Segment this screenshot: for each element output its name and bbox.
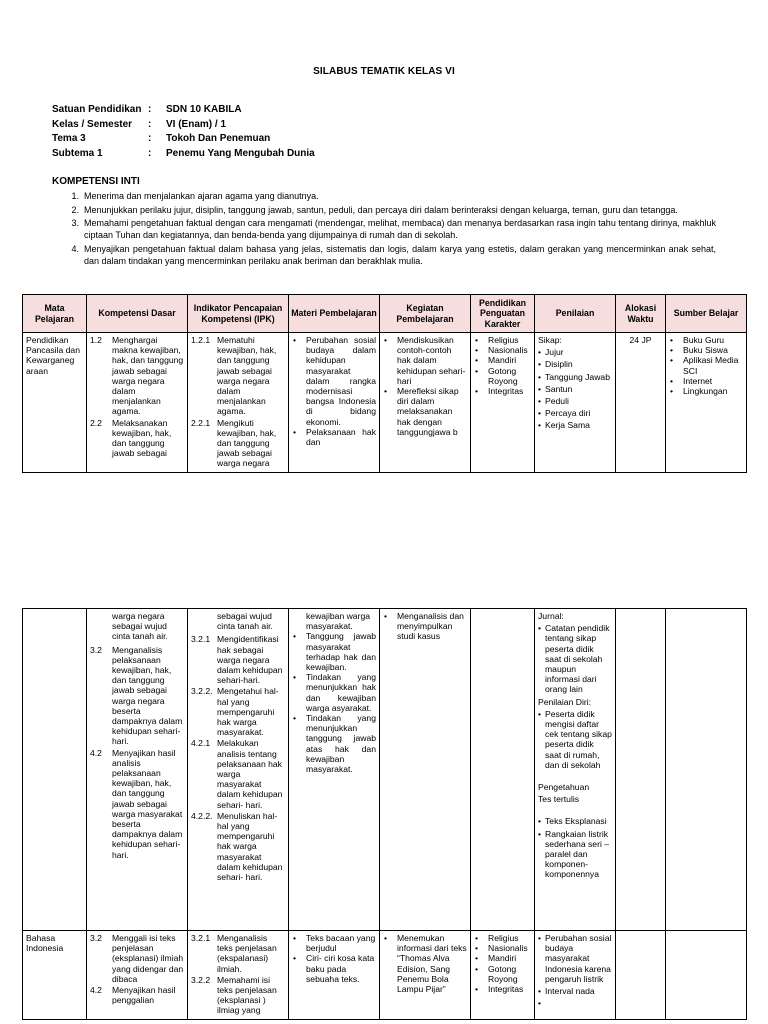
cell-kegiatan (380, 931, 471, 1020)
penilaian-item: • Rangkaian listrik sederhana seri – paralel dan komponen-komponennya (538, 829, 612, 880)
kd-text: Menggali isi teks penjelasan (eksplanasi) ilmiah yang didengar dan dibaca (112, 933, 184, 984)
identity-value: Tokoh Dan Penemuan (166, 133, 271, 144)
header-mata-pelajaran: Mata Pelajaran (23, 295, 87, 333)
cell-materi (289, 931, 380, 1020)
penilaian-jurnal-list (538, 623, 612, 694)
table-row (23, 931, 747, 1020)
kd-text: Melaksanakan kewajiban, hak, dan tanggung jawab sebagai (112, 417, 172, 459)
ipk-item (191, 811, 285, 882)
penilaian-jurnal-title: Jurnal: (538, 611, 564, 621)
ipk-item (191, 634, 285, 685)
materi-item: • Ciri- ciri kosa kata baku pada sebuaha teks. (292, 953, 376, 984)
spacer (538, 806, 612, 816)
header-penilaian: Penilaian (535, 295, 616, 333)
cell-mapel: Bahasa Indonesia (23, 931, 87, 1020)
materi-item: • Teks bacaan yang berjudul (292, 933, 376, 953)
identity-colon: : (148, 133, 152, 144)
sumber-item: • Lingkungan (669, 386, 743, 396)
karakter-item: • Mandiri (474, 355, 531, 365)
kd-number: 3.2 (90, 933, 102, 943)
kd-text: Menyajikan hasil analisis pelaksanaan kewajiban, hak, dan tanggung jawab sebagai warga masyarakat beserta dampaknya dalam kehidupan sehari-hari. (112, 747, 183, 860)
identity-value: SDN 10 KABILA (166, 104, 242, 115)
kd-number: 3.2 (90, 644, 102, 655)
table-header-row (23, 295, 747, 333)
cell-kegiatan (380, 333, 471, 473)
ki-item (52, 243, 716, 267)
ipk-text: Mengetahui hal-hal yang mempengaruhi hak warga masyarakat. (217, 686, 279, 738)
penilaian-item: • Catatan pendidik tentang sikap peserta didik saat di sekolah maupun informasi dari orang lain (538, 623, 612, 694)
cell-mapel (23, 609, 87, 931)
header-ipk: Indikator Pencapaian Kompetensi (IPK) (188, 295, 289, 333)
kd-list (90, 335, 184, 458)
ipk-number: 3.2.1 (191, 634, 211, 645)
header-alokasi: Alokasi Waktu (616, 295, 666, 333)
cell-alokasi: 24 JP (616, 333, 666, 473)
kd-item (90, 418, 184, 459)
materi-item: • Pelaksanaan hak dan (292, 427, 376, 447)
kd-number: 1.2 (90, 335, 102, 345)
penilaian-item: • Teks Eksplanasi (538, 816, 612, 826)
cell-karakter (471, 333, 535, 473)
karakter-item: • Mandiri (474, 953, 531, 963)
penilaian-sikap-title: Sikap: (538, 335, 562, 345)
ipk-text: Mengikuti kewajiban, hak, dan tanggung jawab sebagai warga negara (217, 417, 277, 469)
penilaian-pengetahuan-title: Pengetahuan (538, 782, 590, 793)
ipk-continuation: sebagai wujud cinta tanah air. (217, 611, 273, 632)
penilaian-tes-title: Tes tertulis (538, 794, 580, 805)
identity-label: Tema 3 (52, 133, 86, 144)
identity-label: Satuan Pendidikan (52, 104, 142, 115)
cell-ipk (188, 931, 289, 1020)
ki-number: 3. (71, 218, 79, 228)
cell-sumber (666, 931, 747, 1020)
sumber-item: • Buku Siswa (669, 345, 743, 355)
ipk-item (191, 418, 285, 469)
kegiatan-list (383, 335, 467, 437)
materi-list (292, 933, 376, 984)
cell-kd (87, 333, 188, 473)
cell-mapel: Pendidikan Pancasila dan Kewarganeg araan (23, 333, 87, 473)
ipk-list (191, 933, 285, 1016)
ipk-item (191, 933, 285, 974)
syllabus-table-page-2 (22, 608, 747, 1020)
cell-ipk (188, 333, 289, 473)
kd-item (90, 335, 184, 417)
identity-row-subtema (52, 148, 315, 163)
ipk-item (191, 686, 285, 737)
ipk-number: 4.2.2. (191, 810, 213, 821)
sumber-item: • Internet (669, 376, 743, 386)
cell-alokasi (616, 931, 666, 1020)
materi-item: • Tindakan yang menunjukkan tanggung jawab atas hak dan kewajiban masyarakat. (292, 713, 376, 774)
penilaian-list (538, 933, 612, 1008)
identity-colon: : (148, 118, 152, 130)
kegiatan-item: • Mendiskusikan contoh-contoh hak dalam kehidupan sehari-hari (383, 335, 467, 386)
karakter-list (474, 933, 531, 994)
ipk-list (191, 634, 285, 882)
header-karakter: Pendidikan Penguatan Karakter (471, 295, 535, 333)
cell-kegiatan (380, 609, 471, 931)
cell-materi (289, 609, 380, 931)
karakter-item: • Integritas (474, 386, 531, 396)
ipk-text: Mengidentifikasi hak sebagai warga negara dalam kehidupan sehari-hari. (217, 634, 283, 686)
karakter-item: • Religius (474, 335, 531, 345)
materi-list (292, 335, 376, 447)
cell-materi (289, 333, 380, 473)
sumber-item: • Buku Guru (669, 335, 743, 345)
document-title: SILABUS TEMATIK KELAS VI (313, 66, 455, 77)
identity-label: Kelas / Semester (52, 118, 133, 130)
kd-item (90, 985, 184, 1005)
kd-number: 4.2 (90, 747, 102, 758)
penilaian-diri-title: Penilaian Diri: (538, 696, 592, 707)
header-materi: Materi Pembelajaran (289, 295, 380, 333)
cell-sumber (666, 609, 747, 931)
kd-continuation: warga negara sebagai wujud cinta tanah air. (112, 611, 168, 642)
identity-block (52, 104, 315, 162)
ipk-text: Mematuhi kewajiban, hak, dan tanggung jawab sebagai warga negara dalam menjalankan agama. (217, 335, 277, 417)
identity-row-kelas (52, 119, 315, 134)
ki-item (52, 217, 716, 241)
ipk-number: 3.2.1 (191, 933, 211, 943)
ki-number: 4. (71, 243, 79, 254)
kd-list (90, 933, 184, 1005)
header-sumber: Sumber Belajar (666, 295, 747, 333)
penilaian-item: • Kerja Sama (538, 420, 612, 430)
penilaian-item (538, 998, 612, 1008)
cell-kd (87, 609, 188, 931)
penilaian-item: • Perubahan sosial budaya masyarakat Indonesia karena pengaruh listrik (538, 933, 612, 984)
materi-list (292, 631, 376, 774)
ki-heading: KOMPETENSI INTI (52, 176, 140, 187)
header-kegiatan: Kegiatan Pembelajaran (380, 295, 471, 333)
cell-penilaian (535, 333, 616, 473)
ki-text: Memahami pengetahuan faktual dengan cara mengamati (mendengar, melihat, membaca) dan menanya berdasarkan rasa ingin tahu tentang dirinya, makhluk ciptaan Tuhan dan kegiatannya, dan benda-benda yang dijumpainya di rumah dan di sekolah. (84, 218, 716, 240)
identity-colon: : (148, 147, 152, 159)
kd-item (90, 933, 184, 984)
karakter-item: • Nasionalis (474, 943, 531, 953)
materi-item: • Tanggung jawab masyarakat terhadap hak dan kewajiban. (292, 631, 376, 672)
kd-text: Menyajikan hasil penggalian (112, 985, 176, 1006)
karakter-list (474, 335, 531, 396)
cell-sumber (666, 333, 747, 473)
identity-value: VI (Enam) / 1 (166, 118, 227, 130)
kegiatan-item: • Merefleksi sikap diri dalam melaksanakan hak dengan tanggungjawa b (383, 386, 467, 437)
cell-karakter (471, 931, 535, 1020)
ipk-number: 1.2.1 (191, 335, 211, 345)
kd-text: Menghargai makna kewajiban, hak, dan tanggung jawab sebagai warga negara dalam menjalankan agama. (112, 335, 184, 417)
sumber-list (669, 335, 743, 396)
kegiatan-list (383, 611, 467, 642)
ipk-text: Memahami isi teks penjelasan (eksplanasi ) ilmiag yang (217, 974, 277, 1016)
kd-text: Menganalisis pelaksanaan kewajiban, hak, dan tanggung jawab sebagai warga negara beserta dampaknya dalam kehidupan sehari-hari. (112, 644, 183, 747)
penilaian-item: • Percaya diri (538, 408, 612, 418)
ipk-text: Melakukan analisis tentang pelaksanaan hak warga masyarakat dalam kehidupan sehari- hari. (217, 738, 283, 810)
identity-colon: : (148, 104, 152, 115)
header-kompetensi-dasar: Kompetensi Dasar (87, 295, 188, 333)
syllabus-table-page-1 (22, 294, 747, 473)
penilaian-item: • Santun (538, 384, 612, 394)
kd-list (90, 645, 184, 860)
identity-row-tema (52, 133, 315, 148)
kd-number: 2.2 (90, 417, 102, 428)
penilaian-tes-list (538, 816, 612, 879)
penilaian-item: • Tanggung Jawab (538, 372, 612, 382)
ki-list (52, 190, 716, 268)
identity-row-satuan (52, 104, 315, 119)
ipk-number: 3.2.2. (191, 686, 213, 697)
karakter-item: • Religius (474, 933, 531, 943)
penilaian-list (538, 347, 612, 430)
table-row (23, 609, 747, 931)
identity-value: Penemu Yang Mengubah Dunia (166, 147, 315, 159)
cell-penilaian (535, 609, 616, 931)
kd-item (90, 748, 184, 860)
ki-number: 1. (71, 191, 79, 201)
materi-continuation: kewajiban warga masyarakat. (306, 611, 371, 632)
cell-ipk (188, 609, 289, 931)
penilaian-item: • Peserta didik mengisi daftar cek tentang sikap peserta didik saat di rumah, dan di sekolah (538, 709, 612, 770)
cell-penilaian (535, 931, 616, 1020)
materi-item: • Perubahan sosial budaya dalam kehidupan masyarakat dalam rangka modernisasi bangsa Indonesia di bidang ekonomi. (292, 335, 376, 427)
penilaian-diri-list (538, 709, 612, 770)
karakter-item: • Gotong Royong (474, 964, 531, 984)
ki-item (52, 204, 716, 216)
penilaian-item: • Interval nada (538, 986, 612, 996)
spacer (538, 772, 612, 782)
materi-item: • Tindakan yang menunjukkan hak dan kewajiban warga asyarakat. (292, 672, 376, 713)
ipk-number: 3.2.2 (191, 974, 211, 985)
ipk-item (191, 975, 285, 1016)
kd-item (90, 645, 184, 747)
penilaian-item: • Disiplin (538, 359, 612, 369)
kd-number: 4.2 (90, 985, 102, 996)
ipk-number: 4.2.1 (191, 738, 211, 749)
ipk-text: Menganalisis teks penjelasan (ekspalanasi) ilmiah. (217, 933, 277, 974)
sumber-item: • Aplikasi Media SCI (669, 355, 743, 375)
kegiatan-list (383, 933, 467, 994)
penilaian-item: • Jujur (538, 347, 612, 357)
cell-alokasi (616, 609, 666, 931)
identity-label: Subtema 1 (52, 147, 103, 159)
ki-text: Menerima dan menjalankan ajaran agama yang dianutnya. (84, 191, 319, 201)
cell-karakter (471, 609, 535, 931)
ki-text: Menunjukkan perilaku jujur, disiplin, tanggung jawab, santun, peduli, dan percaya diri dalam berinteraksi dengan keluarga, teman, guru dan tetangga. (84, 204, 678, 215)
karakter-item: • Gotong Royong (474, 366, 531, 386)
ipk-item (191, 738, 285, 809)
ipk-item (191, 335, 285, 417)
penilaian-item: • Peduli (538, 396, 612, 406)
kegiatan-item: • Menganalisis dan menyimpulkan studi kasus (383, 611, 467, 642)
karakter-item: • Integritas (474, 984, 531, 994)
ki-text: Menyajikan pengetahuan faktual dalam bahasa yang jelas, sistematis dan logis, dalam karya yang estetis, dalam gerakan yang mencerminkan anak sehat, dan dalam tindakan yang mencerminkan perilaku anak beriman dan berakhlak mulia. (84, 243, 716, 266)
ki-number: 2. (71, 204, 79, 215)
table-row (23, 333, 747, 473)
cell-kd (87, 931, 188, 1020)
ki-item (52, 190, 716, 202)
karakter-item: • Nasionalis (474, 345, 531, 355)
ipk-text: Menuliskan hal-hal yang mempengaruhi hak warga masyarakat dalam kehidupan sehari- hari. (217, 810, 283, 883)
ipk-list (191, 335, 285, 469)
ipk-number: 2.2.1 (191, 417, 211, 428)
kegiatan-item: • Menemukan informasi dari teks “Thomas Alva Edision, Sang Penemu Bola Lampu Pijar” (383, 933, 467, 994)
